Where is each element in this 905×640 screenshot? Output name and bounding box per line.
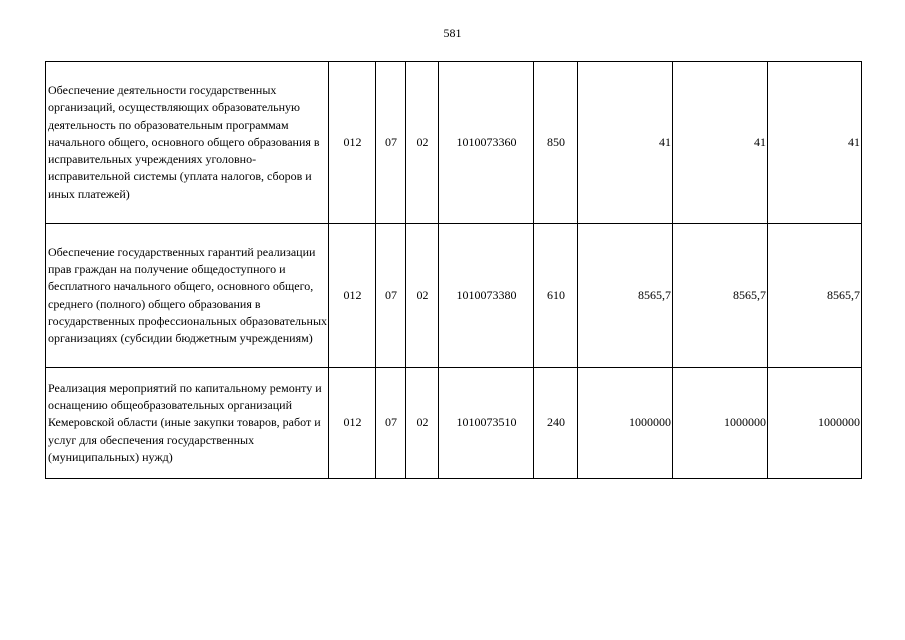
row-description: Реализация мероприятий по капитальному ремонту и оснащению общеобразовательных организаций Кемеровской области (иные закупки товаров, работ и услуг для обеспечения государственных (муниципальных) нужд) — [46, 368, 329, 479]
budget-table — [45, 61, 862, 479]
section-code: 07 — [376, 368, 406, 479]
target-article-code: 1010073380 — [439, 224, 534, 368]
ministry-code: 012 — [329, 368, 376, 479]
expense-type-code: 610 — [534, 224, 578, 368]
amount-year-2: 1000000 — [673, 368, 768, 479]
amount-year-3: 1000000 — [768, 368, 862, 479]
amount-year-2: 41 — [673, 62, 768, 224]
subsection-code: 02 — [406, 224, 439, 368]
ministry-code: 012 — [329, 224, 376, 368]
target-article-code: 1010073360 — [439, 62, 534, 224]
table-row — [46, 62, 862, 224]
amount-year-2: 8565,7 — [673, 224, 768, 368]
page-number: 581 — [443, 26, 462, 40]
subsection-code: 02 — [406, 368, 439, 479]
expense-type-code: 850 — [534, 62, 578, 224]
target-article-code: 1010073510 — [439, 368, 534, 479]
row-description: Обеспечение государственных гарантий реализации прав граждан на получение общедоступного и бесплатного начального общего, основного общего, среднего (полного) общего образования в государственных профессиональных образовательных организациях (субсидии бюджетным учреждениям) — [46, 224, 329, 368]
expense-type-code: 240 — [534, 368, 578, 479]
section-code: 07 — [376, 224, 406, 368]
amount-year-1: 1000000 — [578, 368, 673, 479]
ministry-code: 012 — [329, 62, 376, 224]
table-row — [46, 224, 862, 368]
subsection-code: 02 — [406, 62, 439, 224]
amount-year-1: 41 — [578, 62, 673, 224]
section-code: 07 — [376, 62, 406, 224]
amount-year-3: 41 — [768, 62, 862, 224]
row-description: Обеспечение деятельности государственных организаций, осуществляющих образовательную деятельность по образовательным программам начального общего, основного общего образования в исправительных учреждениях уголовно-исправительной системы (уплата налогов, сборов и иных платежей) — [46, 62, 329, 224]
amount-year-1: 8565,7 — [578, 224, 673, 368]
amount-year-3: 8565,7 — [768, 224, 862, 368]
table-row — [46, 368, 862, 479]
